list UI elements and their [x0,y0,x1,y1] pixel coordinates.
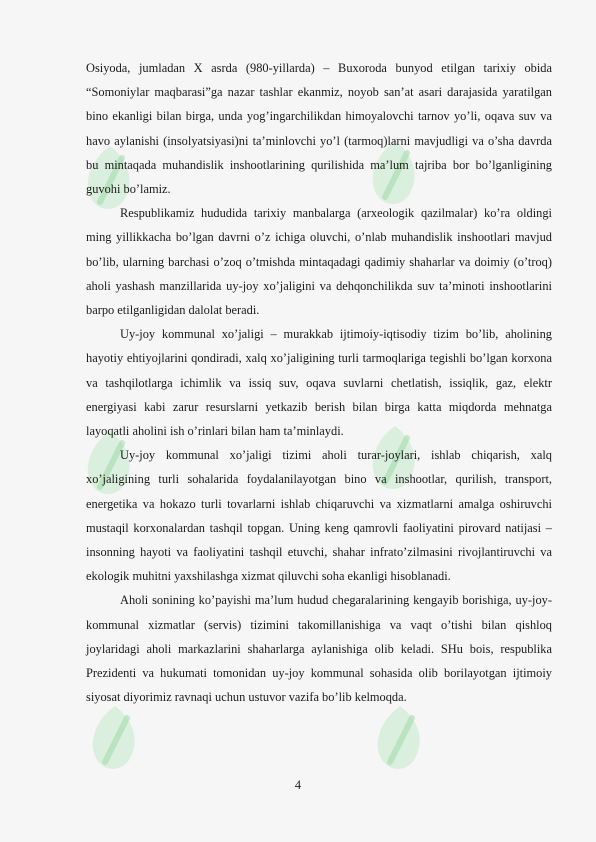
paragraph-3: Uy-joy kommunal xo’jaligi – murakkab ijtimoiy-iqtisodiy tizim bo’lib, aholining hayotiy ehtiyojlarini qondiradi, xalq xo’jaligining turli tarmoqlariga tegishli bo’lgan korxona va tashqilotlarga ichimlik va issiq suv, oqava suvlarni chetlatish, issiqlik, gaz, elektr energiyasi kabi zarur resurslarni yetkazib berish bilan birga katta miqdorda mehnatga layoqatli aholini ish o’rinlari bilan ham ta’minlaydi. [86,327,552,439]
paragraph-4: Uy-joy kommunal xo’jaligi tizimi aholi turar-joylari, ishlab chiqarish, xalq xo’jaligining turli sohalarida foydalanilayotgan bino va inshootlar, qurilish, transport, energetika va hokazo turli tovarlarni ishlab chiqaruvchi va xizmatlarni amalga oshiruvchi mustaqil korxonalardan tashqil topgan. Uning keng qamrovli faoliyatini pirovard natijasi – insonning hayoti va faoliyatini tashqil etuvchi, shahar infrato’zilmasini rivojlantiruvchi va ekologik muhitni yaxshilashga xizmat qiluvchi soha ekanligi hisoblanadi. [86,448,552,584]
paragraph-1: Osiyoda, jumladan X asrda (980-yillarda) – Buxoroda bunyod etilgan tarixiy obida “Somoniylar maqbarasi”ga nazar tashlar ekanmiz, noyob san’at asari darajasida yaratilgan bino ekanligi bilan birga, unda yog’ingarchilikdan himoyalovchi tarnov yo’li, oqava suv va havo aylanishi (insolyatsiyasi)ni ta’minlovchi yo’l (tarmoq)larni mavjudligi va o’sha davrda bu mintaqada muhandislik inshootlarining qurilishida ma’lum tajriba bor bo’lganligining guvohi bo’lamiz. [86,61,552,197]
paragraph-5: Aholi sonining ko’payishi ma’lum hudud chegaralarining kengayib borishiga, uy-joy-kommunal xizmatlar (servis) tizimini takomillanishiga va vaqt o’tishi bilan qishloq joylaridagi aholi markazlarini shaharlarga aylanishiga olib keladi. SHu bois, respublika Prezidenti va hukumati tomonidan uy-joy kommunal sohasida olib borilayotgan ijtimoiy siyosat diyorimiz ravnaqi uchun ustuvor vazifa bo’lib kelmoqda. [86,593,552,705]
watermark-icon [75,700,155,780]
page-number: 4 [294,778,302,792]
watermark-icon [360,700,440,780]
document-body [86,56,552,709]
paragraph-2: Respublikamiz hududida tarixiy manbalarga (arxeologik qazilmalar) ko’ra oldingi ming yillikkacha bo’lgan davrni o’z ichiga oluvchi, o’nlab muhandislik inshootlari mavjud bo’lib, ularning barchasi o’zoq o’tmishda mintaqadagi qadimiy shaharlar va doimiy (o’troq) aholi yashash manzillarida uy-joy xo’jaligini va dehqonchilikda suv ta’minoti inshootlarini barpo etilganligidan dalolat beradi. [86,206,552,318]
